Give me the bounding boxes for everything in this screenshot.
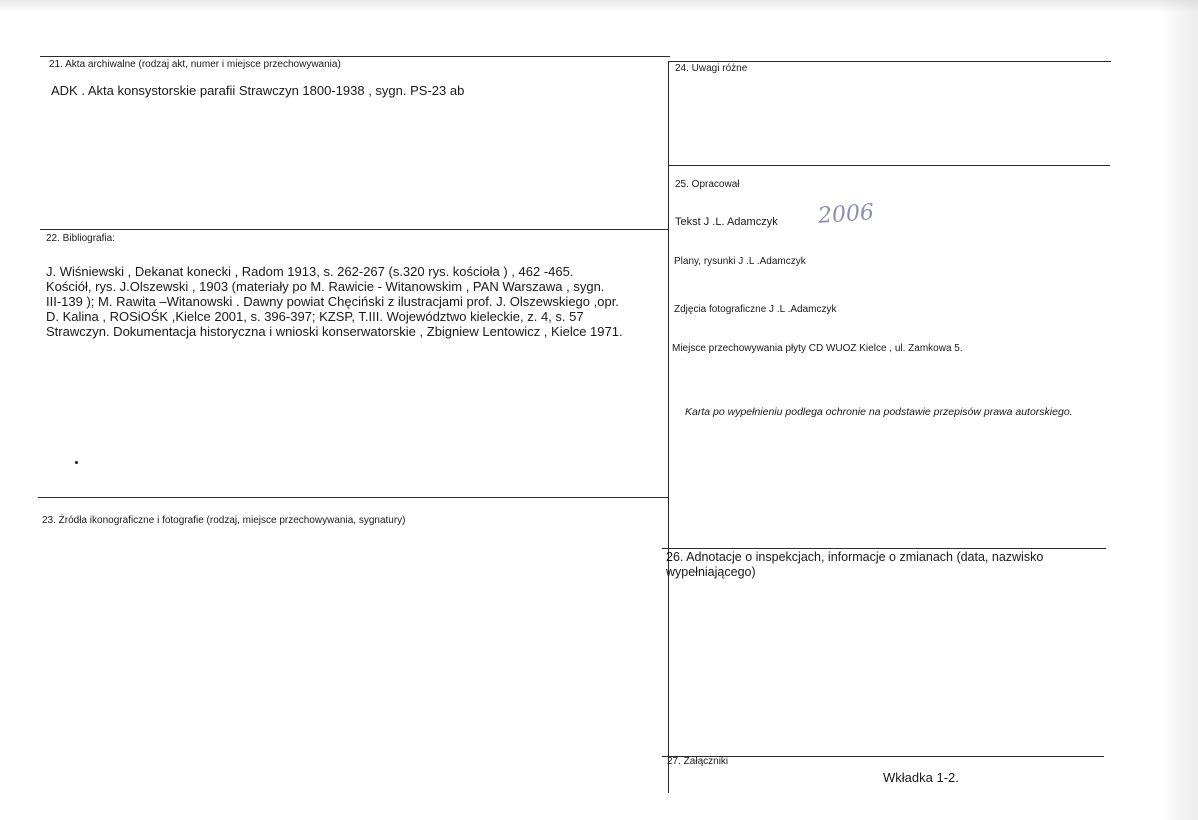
- scan-shadow-top: [0, 0, 1198, 12]
- section-27-label: 27. Załączniki: [667, 756, 729, 767]
- bibliography-line-2: Kościół, rys. J.Olszewski , 1903 (materiały po M. Rawicie - Witanowskim , PAN Warszawa , sygn.: [46, 279, 605, 294]
- right-rule-26: [662, 548, 1106, 549]
- right-rule-25: [668, 165, 1110, 166]
- section-23-label: 23. Źródła ikonograficzne i fotografie (rodzaj, miejsce przechowywania, sygnatury): [42, 515, 406, 526]
- center-vertical-rule: [668, 62, 669, 793]
- bibliography-line-1: J. Wiśniewski , Dekanat konecki , Radom 1913, s. 262-267 (s.320 rys. kościoła ) , 462 -465.: [46, 264, 574, 279]
- ink-dot: [75, 461, 78, 464]
- right-top-rule: [668, 61, 1111, 62]
- author-text: Tekst J .L. Adamczyk: [675, 216, 778, 228]
- section-22-label: 22. Bibliografia:: [46, 233, 115, 244]
- cd-storage-location: Miejsce przechowywania płyty CD WUOZ Kielce , ul. Zamkowa 5.: [672, 343, 963, 354]
- bibliography-line-5: Strawczyn. Dokumentacja historyczna i wnioski konserwatorskie , Zbigniew Lentowicz , Kielce 1971.: [46, 324, 623, 339]
- author-photos: Zdjęcia fotograficzne J .L .Adamczyk: [674, 304, 837, 315]
- bibliography-line-3: III-139 ); M. Rawita –Witanowski . Dawny powiat Chęciński z ilustracjami prof. J. Olszewskiego ,opr.: [46, 294, 619, 309]
- left-rule-23: [38, 497, 668, 498]
- section-25-label: 25. Opracował: [675, 179, 740, 190]
- handwritten-year: 2006: [817, 200, 875, 229]
- section-21-label: 21. Akta archiwalne (rodzaj akt, numer i miejsce przechowywania): [49, 59, 341, 70]
- section-26-label: 26. Adnotacje o inspekcjach, informacje o zmianach (data, nazwisko wypełniającego): [666, 550, 1044, 579]
- bibliography-line-4: D. Kalina , ROSiOŚK ,Kielce 2001, s. 396-397; KZSP, T.III. Województwo kieleckie, z. 4, s. 57: [46, 309, 584, 324]
- copyright-note: Karta po wypełnieniu podlega ochronie na podstawie przepisów prawa autorskiego.: [685, 406, 1073, 418]
- left-top-rule: [40, 56, 670, 57]
- section-21-value: ADK . Akta konsystorskie parafii Strawczyn 1800-1938 , sygn. PS-23 ab: [51, 83, 465, 98]
- author-plans: Plany, rysunki J .L .Adamczyk: [674, 256, 806, 267]
- scan-shadow-edge: [1158, 0, 1198, 820]
- section-24-label: 24. Uwagi różne: [675, 63, 748, 74]
- right-rule-27: [662, 756, 1104, 757]
- left-rule-22: [40, 229, 668, 230]
- attachments-value: Wkładka 1-2.: [883, 770, 959, 785]
